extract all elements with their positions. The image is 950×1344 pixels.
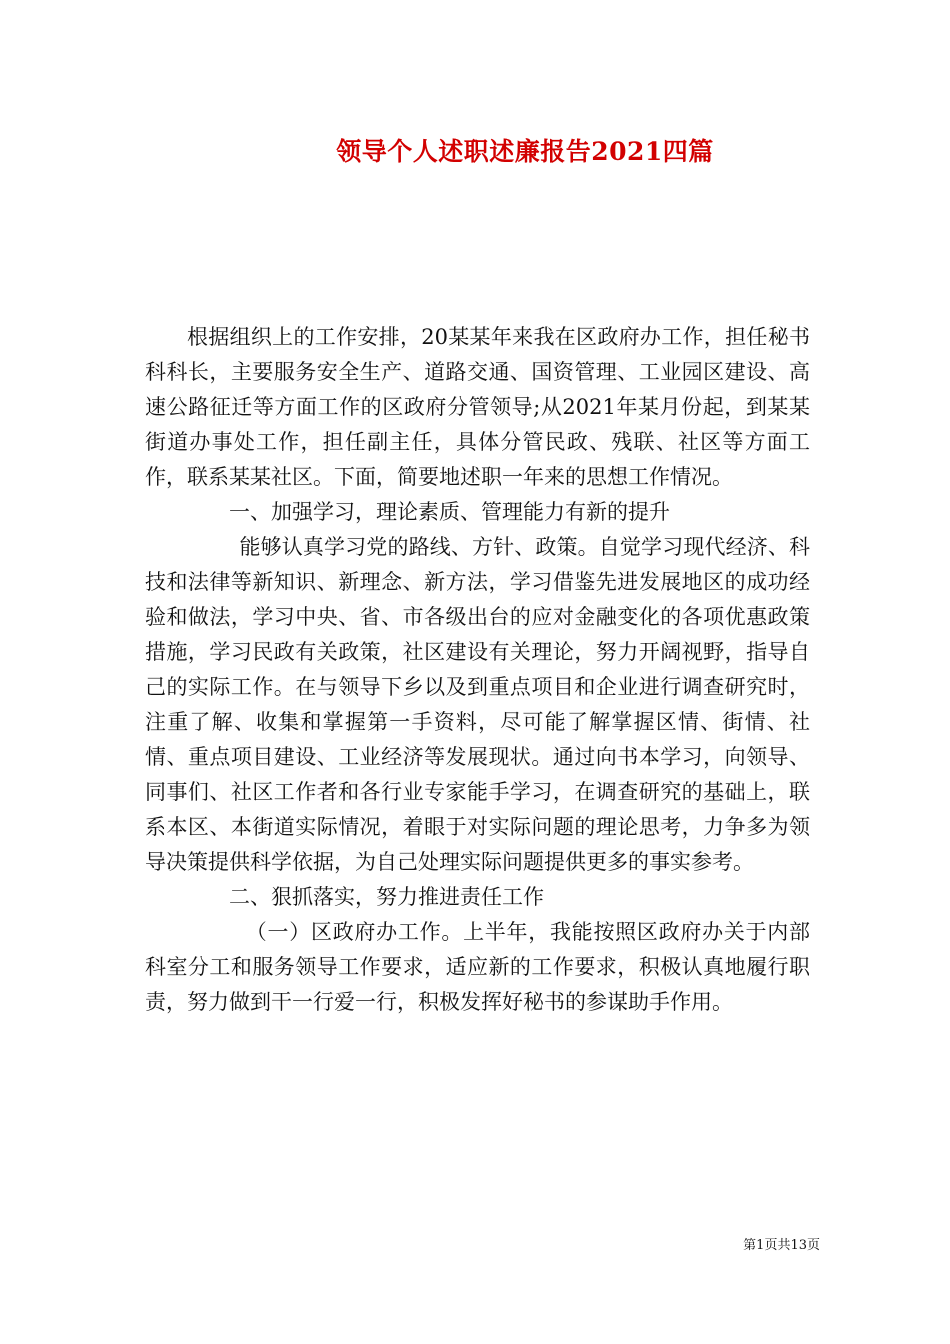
intro-paragraph: 根据组织上的工作安排，20某某年来我在区政府办工作，担任秘书科科长，主要服务安全生产、道路交通、国资管理、工业园区建设、高速公路征迁等方面工作的区政府分管领导;从2021年某月份起，到某某街道办事处工作，担任副主任，具体分管民政、残联、社区等方面工作，联系某某社区。下面，简要地述职一年来的思想工作情况。 bbox=[145, 325, 810, 489]
section-heading-1: 一、加强学习，理论素质、管理能力有新的提升 bbox=[229, 500, 670, 524]
section-heading-2: 二、狠抓落实，努力推进责任工作 bbox=[229, 885, 544, 909]
section-2-paragraph: （一）区政府办工作。上半年，我能按照区政府办关于内部科室分工和服务领导工作要求，适应新的工作要求，积极认真地履行职责，努力做到干一行爱一行，积极发挥好秘书的参谋助手作用。 bbox=[145, 920, 810, 1014]
document-title: 领导个人述职述廉报告2021四篇 bbox=[336, 137, 714, 166]
page-number: 第1页共13页 bbox=[743, 1238, 820, 1253]
section-1-paragraph: 能够认真学习党的路线、方针、政策。自觉学习现代经济、科技和法律等新知识、新理念、新方法，学习借鉴先进发展地区的成功经验和做法，学习中央、省、市各级出台的应对金融变化的各项优惠政策措施，学习民政有关政策，社区建设有关理论，努力开阔视野，指导自己的实际工作。在与领导下乡以及到重点项目和企业进行调查研究时，注重了解、收集和掌握第一手资料，尽可能了解掌握区情、街情、社情、重点项目建设、工业经济等发展现状。通过向书本学习，向领导、同事们、社区工作者和各行业专家能手学习，在调查研究的基础上，联系本区、本街道实际情况，着眼于对实际问题的理论思考，力争多为领导决策提供科学依据，为自己处理实际问题提供更多的事实参考。 bbox=[145, 535, 810, 874]
document-body bbox=[145, 320, 810, 1020]
